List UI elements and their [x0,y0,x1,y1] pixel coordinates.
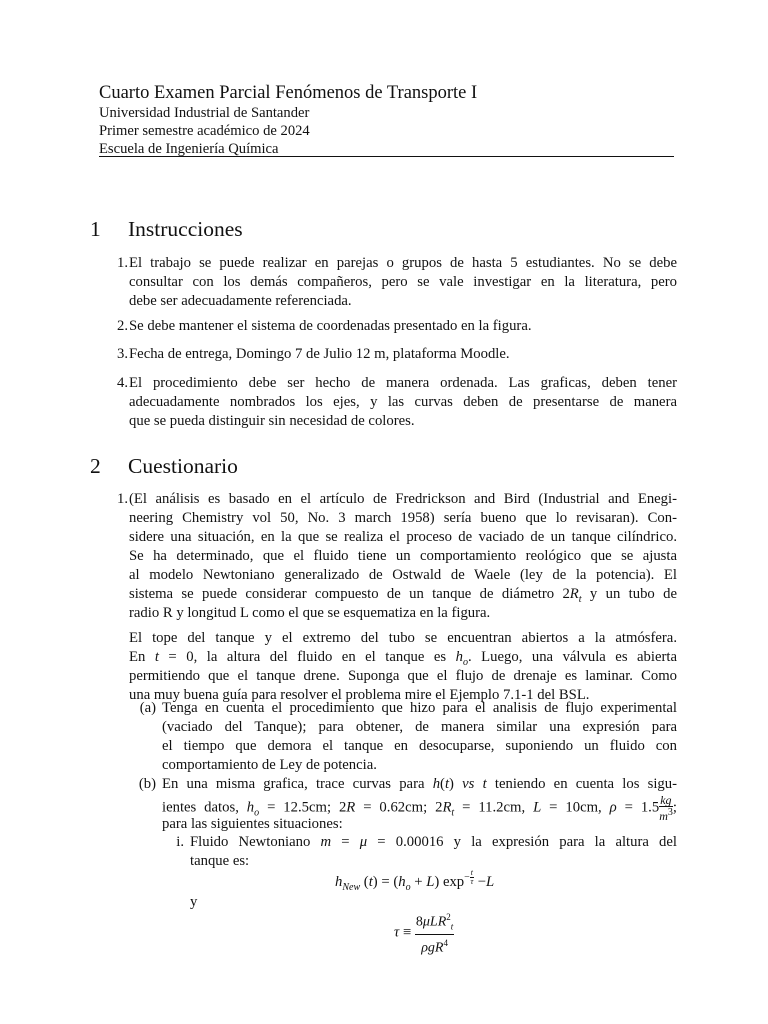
semester-line: Primer semestre académico de 2024 [99,123,310,139]
instruction-line: debe ser adecuadamente referenciada. [129,293,352,309]
question-line: (El análisis es basado en el artículo de Fredrickson and Bird (Industrial and Enegi- [129,491,677,507]
instruction-line: que se pueda distinguir sin necesidad de colores. [129,413,415,429]
part-b-label: (b) [138,776,156,792]
value-2rt: 11.2cm [478,799,522,816]
question-line: Se ha determinado, que el fluido tiene un comportamiento reológico que se ajusta [129,548,677,564]
header-divider [99,156,674,157]
section-number: 2 [90,454,101,478]
instruction-line: Se debe mantener el sistema de coordenadas presentado en la figura. [129,318,532,334]
question-line-tank: sistema se puede considerar compuesto de un tanque de diámetro $2R_t$ y un tubo de [129,586,677,605]
item-i-line: Fluido Newtoniano m = μ = 0.00016 y la expresión para la altura del [190,834,677,850]
document-header [99,82,674,158]
instruction-label: 1. [116,255,128,271]
part-a-line: Tenga en cuenta el procedimiento que hizo para el analisis de flujo experimental [162,700,677,716]
part-a-line: comportamiento de Ley de potencia. [162,757,377,773]
school-line: Escuela de Ingeniería Química [99,141,279,157]
equation-h-new: $h_{New}$ $(t) = (h_o + L)$ $\exp^{- \frac{t}{\tau}}$ −L [335,868,495,893]
part-a-line: el tiempo que demora el tanque en desocuparse, suponiendo un fluido con [162,738,677,754]
instruction-label: 2. [116,318,128,334]
question-line: radio R y longitud L como el que se esquematiza en la figura. [129,605,491,621]
instruction-line: consultar con los demás compañeros, pero se vale investigar en la literatura, pero [129,274,677,290]
equation-tau: τ ≡ $\frac{8\mu LR^2_t}{\rho gR^4}$ [394,909,454,957]
question-line: sidere una situación, en la que se realiza el proceso de vaciado de un tanque cilíndrico. [129,529,677,545]
part-b-line: En una misma grafica, trace curvas para h(t) vs t teniendo en cuenta los sigu- [162,776,677,792]
part-b-line: para las siguientes situaciones: [162,816,343,832]
value-2r: 0.62cm [379,799,424,816]
part-a-label: (a) [139,700,156,716]
value-l: 10cm [565,799,599,816]
connector-y: y [190,894,198,910]
instruction-line: El trabajo se puede realizar en parejas o grupos de hasta 5 estudiantes. No se debe [129,255,677,271]
instruction-line: Fecha de entrega, Domingo 7 de Julio 12 m, plataforma Moodle. [129,346,510,362]
question-line: una muy buena guía para resolver el problema mire el Ejemplo 7.1-1 del BSL. [129,687,590,703]
question-label: 1. [116,491,128,507]
section-title: Cuestionario [128,454,238,478]
value-rho: 1.5 [640,799,660,816]
section-title: Instrucciones [128,217,243,241]
part-a-line: (vaciado del Tanque); para obtener, de manera similar una expresión para [162,719,677,735]
part-b-data-line: ientes datos, $h_o = 12.5cm$; 2R = 0.62cm; $2R_t = 11.2cm$, L = 10cm, ρ = 1.5 $\frac{kg}{m^3}$ ; [162,793,677,823]
value-mu: 0.00016 [395,834,444,850]
item-i-label: i. [176,834,184,850]
section-heading-instrucciones [90,216,243,242]
item-i-line: tanque es: [190,853,250,869]
question-line-initial: En t = 0, la altura del fluido en el tanque es $h_o$. Luego, una válvula es abierta [129,649,677,668]
exam-title: Cuarto Examen Parcial Fenómenos de Transporte I [99,83,478,103]
value-ho: 12.5cm [283,799,327,816]
instruction-line: adecuadamente nombrados los ejes, y las curvas deben de presentarse de manera [129,394,677,410]
instruction-label: 3. [116,346,128,362]
university-name: Universidad Industrial de Santander [99,105,310,121]
question-line: permitiendo que el tanque drene. Suponga que el flujo de drenaje es laminar. Como [129,668,677,684]
question-line: al modelo Newtoniano generalizado de Ostwald de Waele (ley de la potencia). El [129,567,677,583]
instruction-line: El procedimiento debe ser hecho de manera ordenada. Las graficas, deben tener [129,375,677,391]
question-line: neering Chemistry vol 50, No. 3 march 1958) sería bueno que lo revisaran). Con- [129,510,677,526]
question-line: El tope del tanque y el extremo del tubo se encuentran abiertos a la atmósfera. [129,630,677,646]
section-heading-cuestionario [90,453,238,479]
section-number: 1 [90,217,101,241]
instruction-label: 4. [116,375,128,391]
